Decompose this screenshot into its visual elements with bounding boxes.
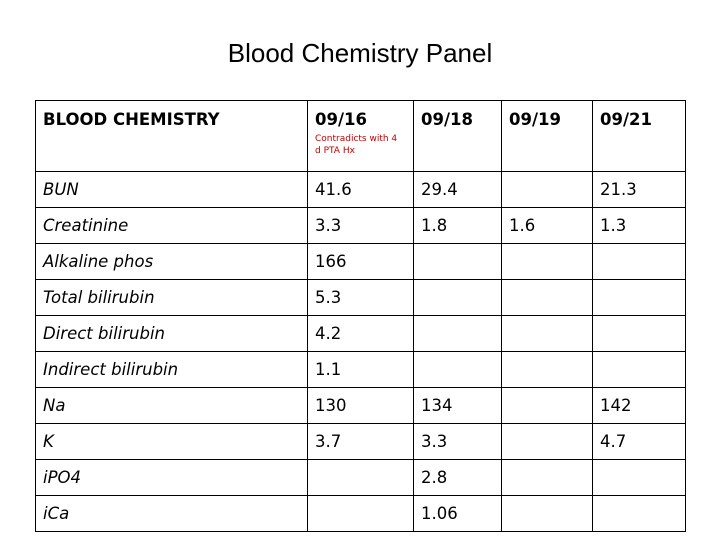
header-label: 09/21 [600,110,652,129]
row-label-cell: BUN [36,172,308,208]
row-label-cell: Direct bilirubin [36,316,308,352]
value-cell [593,352,686,388]
table-row [36,280,686,316]
row-label-cell: Alkaline phos [36,244,308,280]
value-cell: 4.7 [593,424,686,460]
table-body [36,101,686,532]
value-cell: 21.3 [593,172,686,208]
table-row [36,424,686,460]
page-title: Blood Chemistry Panel [227,38,493,68]
header-cell-date [414,101,502,172]
header-note: Contradicts with 4 d PTA Hx [315,134,398,156]
table-row [36,496,686,532]
value-cell: 1.6 [502,208,593,244]
value-cell [593,280,686,316]
value-cell [502,424,593,460]
value-cell [414,244,502,280]
header-label: 09/16 [315,110,367,129]
value-cell [502,352,593,388]
row-label-cell: K [36,424,308,460]
header-label: 09/19 [509,110,561,129]
value-cell: 130 [308,388,414,424]
value-cell: 3.3 [414,424,502,460]
value-cell [502,280,593,316]
header-label: BLOOD CHEMISTRY [43,110,220,129]
table-row [36,172,686,208]
value-cell: 166 [308,244,414,280]
header-cell-test [36,101,308,172]
value-cell: 3.3 [308,208,414,244]
value-cell [502,460,593,496]
header-cell-date [308,101,414,172]
row-label-cell: Total bilirubin [36,280,308,316]
table-row [36,352,686,388]
header-cell-date [502,101,593,172]
value-cell: 5.3 [308,280,414,316]
value-cell: 29.4 [414,172,502,208]
header-label: 09/18 [421,110,473,129]
row-label-cell: iCa [36,496,308,532]
blood-chemistry-table [35,100,686,532]
row-label-cell: Indirect bilirubin [36,352,308,388]
value-cell [593,460,686,496]
value-cell [593,244,686,280]
value-cell [502,244,593,280]
row-label-cell: Creatinine [36,208,308,244]
value-cell [593,496,686,532]
value-cell [502,388,593,424]
header-cell-date [593,101,686,172]
value-cell [502,496,593,532]
table-row [36,208,686,244]
value-cell: 1.1 [308,352,414,388]
value-cell [414,316,502,352]
value-cell: 41.6 [308,172,414,208]
value-cell: 1.8 [414,208,502,244]
value-cell: 134 [414,388,502,424]
value-cell [308,460,414,496]
table-row [36,460,686,496]
row-label-cell: Na [36,388,308,424]
row-label-cell: iPO4 [36,460,308,496]
value-cell [414,352,502,388]
value-cell [502,316,593,352]
table-row [36,388,686,424]
table-row [36,316,686,352]
value-cell: 3.7 [308,424,414,460]
value-cell [593,316,686,352]
value-cell: 4.2 [308,316,414,352]
table-row [36,244,686,280]
value-cell: 142 [593,388,686,424]
value-cell: 1.3 [593,208,686,244]
value-cell [414,280,502,316]
table-header-row [36,101,686,172]
value-cell [308,496,414,532]
value-cell: 1.06 [414,496,502,532]
value-cell [502,172,593,208]
value-cell: 2.8 [414,460,502,496]
